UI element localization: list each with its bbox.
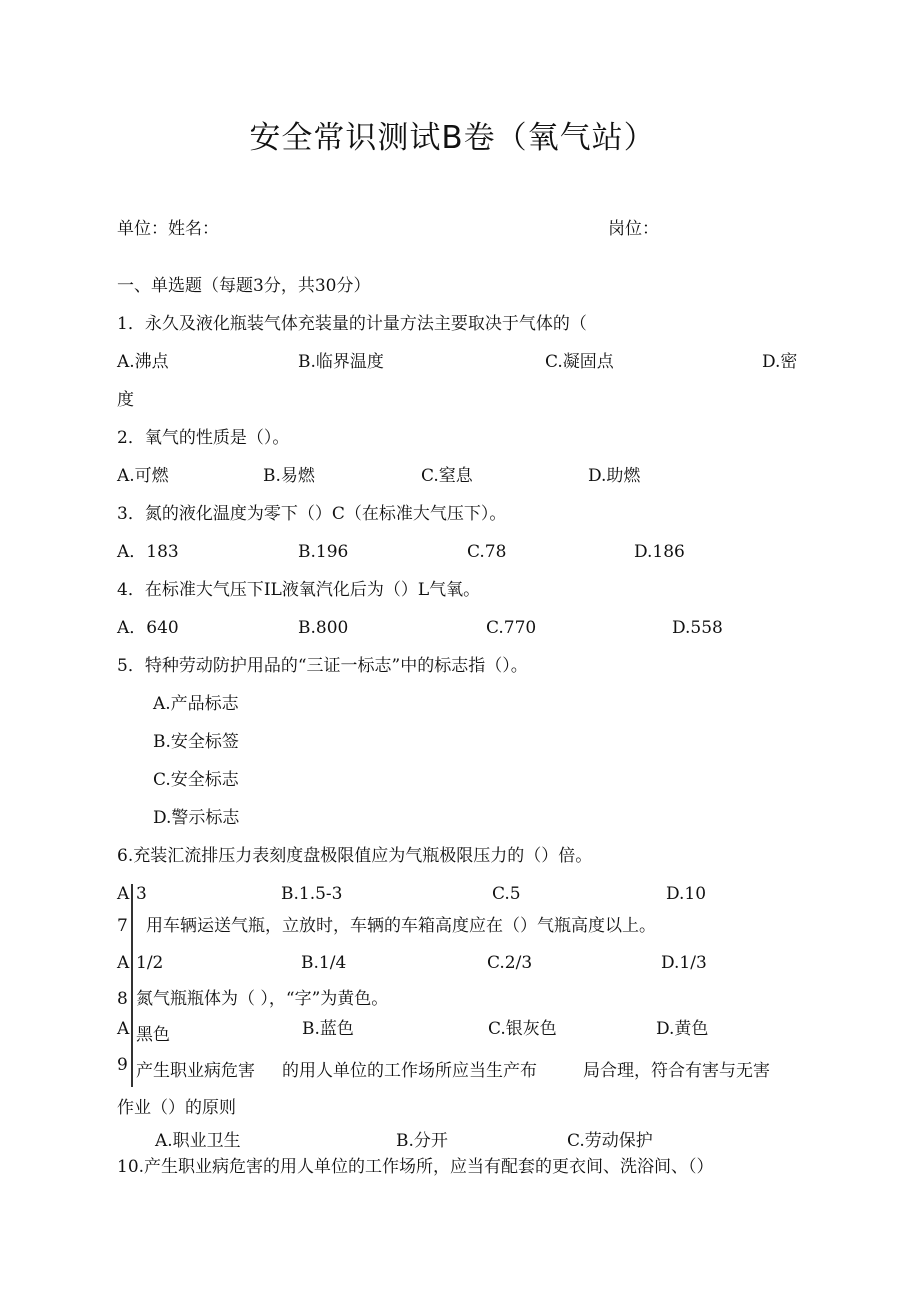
question-9-part1: 产生职业病危害	[136, 1061, 255, 1081]
q3-option-b: B.196	[298, 542, 349, 562]
q3-option-c: C.78	[467, 542, 507, 562]
question-9-part3: 局合理，符合有害与无害	[583, 1061, 770, 1081]
q9-option-b: B.分开	[396, 1131, 448, 1151]
question-8: 氮气瓶瓶体为（ ），“字”为黄色。	[136, 989, 389, 1009]
question-9-cont: 作业（）的原则	[117, 1098, 236, 1118]
question-9-part2: 的用人单位的工作场所应当生产布	[282, 1061, 537, 1081]
q8-option-b: B.蓝色	[302, 1019, 354, 1039]
question-2: 2．氧气的性质是（）。	[117, 428, 290, 448]
q6-option-d: D.10	[666, 884, 707, 904]
q2-option-a: A.可燃	[117, 466, 169, 486]
q4-option-b: B.800	[298, 618, 349, 638]
question-7: 用车辆运送气瓶，立放时，车辆的车箱高度应在（）气瓶高度以上。	[146, 916, 656, 936]
q5-option-a: A.产品标志	[153, 694, 239, 714]
question-3: 3．氮的液化温度为零下（）C（在标准大气压下）。	[117, 504, 507, 524]
q4-option-a: A．640	[117, 618, 179, 638]
q7-option-a-letter: A	[117, 953, 130, 973]
q8-option-a-letter: A	[117, 1019, 130, 1039]
question-9-number: 9	[117, 1055, 128, 1075]
question-5: 5．特种劳动防护用品的“三证一标志”中的标志指（）。	[117, 656, 528, 676]
q9-option-a: A.职业卫生	[155, 1131, 241, 1151]
q6-option-a: 3	[136, 884, 147, 904]
q8-option-d: D.黄色	[656, 1019, 709, 1039]
q6-option-b: B.1.5-3	[281, 884, 343, 904]
page-title: 安全常识测试B卷（氧气站）	[249, 120, 656, 156]
q7-option-c: C.2/3	[487, 953, 533, 973]
q2-option-b: B.易燃	[263, 466, 315, 486]
q4-option-d: D.558	[672, 618, 723, 638]
q5-option-b: B.安全标签	[153, 732, 239, 752]
question-7-number: 7	[117, 916, 128, 936]
q7-option-a: 1/2	[136, 953, 164, 973]
q2-option-c: C.窒息	[421, 466, 473, 486]
margin-divider-line	[131, 884, 133, 1087]
q1-option-d-cont: 度	[117, 390, 134, 410]
q3-option-d: D.186	[634, 542, 685, 562]
question-1: 1．永久及液化瓶装气体充装量的计量方法主要取决于气体的（	[117, 314, 587, 334]
question-10: 10.产生职业病危害的用人单位的工作场所，应当有配套的更衣间、洗浴间、（）	[117, 1157, 714, 1177]
q6-option-a-letter: A	[117, 884, 130, 904]
q7-option-d: D.1/3	[661, 953, 707, 973]
q5-option-d: D.警示标志	[153, 808, 240, 828]
q2-option-d: D.助燃	[588, 466, 641, 486]
q7-option-b: B.1/4	[301, 953, 347, 973]
unit-name-label: 单位：姓名：	[117, 219, 219, 239]
q8-option-a: 黑色	[136, 1025, 170, 1045]
q4-option-c: C.770	[486, 618, 537, 638]
q5-option-c: C.安全标志	[153, 770, 239, 790]
q1-option-b: B.临界温度	[298, 352, 384, 372]
q9-option-c: C.劳动保护	[567, 1131, 653, 1151]
q1-option-a: A.沸点	[117, 352, 169, 372]
q3-option-a: A．183	[117, 542, 179, 562]
question-6: 6.充装汇流排压力表刻度盘极限值应为气瓶极限压力的（）倍。	[117, 846, 593, 866]
section-heading: 一、单选题（每题3分，共30分）	[117, 276, 371, 296]
question-4: 4．在标准大气压下IL液氧汽化后为（）L气氧。	[117, 580, 481, 600]
q6-option-c: C.5	[492, 884, 521, 904]
q1-option-d: D.密	[762, 352, 798, 372]
q8-option-c: C.银灰色	[488, 1019, 557, 1039]
question-8-number: 8	[117, 989, 128, 1009]
post-label: 岗位：	[608, 219, 659, 239]
q1-option-c: C.凝固点	[545, 352, 614, 372]
